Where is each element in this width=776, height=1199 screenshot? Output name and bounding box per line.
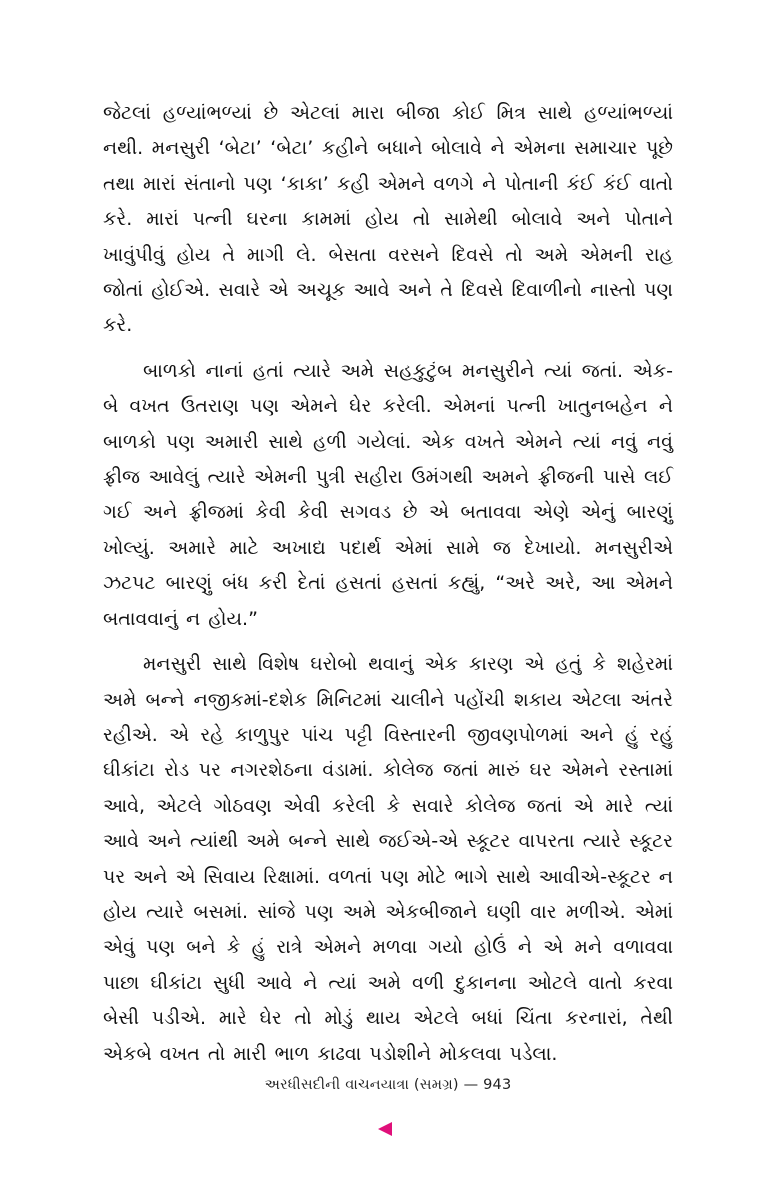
page-footer: અરધીસદીની વાચનયાત્રા (સમગ્ર) — 943	[264, 1077, 512, 1093]
page-body	[103, 96, 673, 1082]
paragraph-1: જેટલાં હળ્યાંભળ્યાં છે એટલાં મારા બીજા કોઈ મિત્ર સાથે હળ્યાંભળ્યાં નથી. મનસુરી ‘બેટા’ ‘બેટા’ કહીને બધાને બોલાવે ને એમના સમાચાર પૂછે તથા મારાં સંતાનો પણ ‘કાકા’ કહી એમને વળગે ને પોતાની કંઈ કંઈ વાતો કરે. મારાં પત્ની ઘરના કામમાં હોય તો સામેથી બોલાવે અને પોતાને ખાવુંપીવું હોય તે માગી લે. બેસતા વરસને દિવસે તો અમે એમની રાહ જોતાં હોઈએ. સવારે એ અચૂક આવે અને તે દિવસે દિવાળીનો નાસ્તો પણ કરે.	[103, 102, 673, 337]
previous-page-icon[interactable]	[378, 1122, 392, 1136]
paragraph-2: બાળકો નાનાં હતાં ત્યારે અમે સહકુટુંબ મનસુરીને ત્યાં જતાં. એક-બે વખત ઉતરાણ પણ એમને ઘેર કરેલી. એમનાં પત્ની ખાતુનબહેન ને બાળકો પણ અમારી સાથે હળી ગયેલાં. એક વખતે એમને ત્યાં નવું નવું ફ્રીજ આવેલું ત્યારે એમની પુત્રી સહીરા ઉમંગથી અમને ફ્રીજની પાસે લઈ ગઈ અને ફ્રીજમાં કેવી કેવી સગવડ છે એ બતાવવા એણે એનું બારણું ખોલ્યું. અમારે માટે અખાદ્ય પદાર્થ એમાં સામે જ દેખાયો. મનસુરીએ ઝટપટ બારણું બંધ કરી દેતાં હસતાં હસતાં કહ્યું, “અરે અરે, આ એમને બતાવવાનું ન હોય.”	[103, 359, 673, 630]
paragraph-3: મનસુરી સાથે વિશેષ ઘરોબો થવાનું એક કારણ એ હતું કે શહેરમાં અમે બન્ને નજીકમાં-દશેક મિનિટમાં ચાલીને પહોંચી શકાય એટલા અંતરે રહીએ. એ રહે કાળુપુર પાંચ પટ્ટી વિસ્તારની જીવણપોળમાં અને હું રહું ઘીકાંટા રોડ પર નગરશેઠના વંડામાં. કોલેજ જતાં મારું ઘર એમને રસ્તામાં આવે, એટલે ગોઠવણ એવી કરેલી કે સવારે કોલેજ જતાં એ મારે ત્યાં આવે અને ત્યાંથી અમે બન્ને સાથે જઈએ-એ સ્કૂટર વાપરતા ત્યારે સ્કૂટર પર અને એ સિવાય રિક્ષામાં. વળતાં પણ મોટે ભાગે સાથે આવીએ-સ્કૂટર ન હોય ત્યારે બસમાં. સાંજે પણ અમે એકબીજાને ઘણી વાર મળીએ. એમાં એવું પણ બને કે હું રાત્રે એમને મળવા ગયો હોઉં ને એ મને વળાવવા પાછા ઘીકાંટા સુધી આવે ને ત્યાં અમે વળી દુકાનના ઓટલે વાતો કરવા બેસી પડીએ. મારે ઘેર તો મોડું થાય એટલે બધાં ચિંતા કરનારાં, તેથી એકબે વખત તો મારી ભાળ કાઢવા પડોશીને મોકલવા પડેલા.	[103, 653, 673, 1065]
